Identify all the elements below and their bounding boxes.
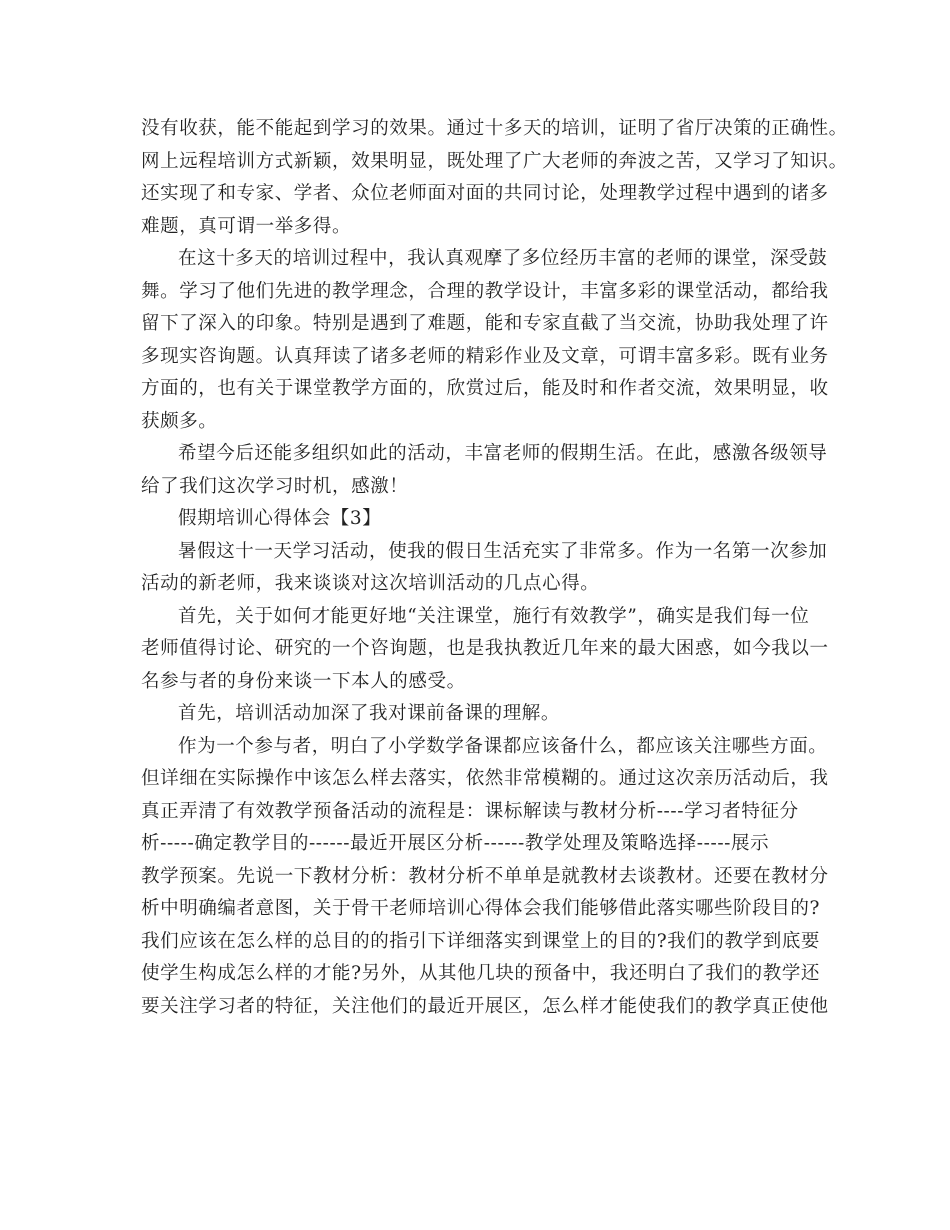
text-line: 教学预案。先说一下教材分析：教材分析不单单是就教材去谈教材。还要在教材分 [141,865,829,887]
text-line: 留下了深入的印象。特别是遇到了难题，能和专家直截了当交流，协助我处理了许 [141,313,829,334]
text-line: 舞。学习了他们先进的教学理念，合理的教学设计，丰富多彩的课堂活动，都给我 [141,280,829,302]
text-line: 获颇多。 [141,410,218,432]
text-line: 我们应该在怎么样的总目的的指引下详细落实到课堂上的目的?我们的教学到底要 [141,930,821,952]
text-line: 没有收获，能不能起到学习的效果。通过十多天的培训，证明了省厅决策的正确性。 [141,118,848,139]
text-line: 要关注学习者的特征，关注他们的最近开展区，怎么样才能使我们的教学真正使他 [141,995,829,1017]
text-line: 给了我们这次学习时机，感激！ [141,475,409,497]
text-line: 析-----确定教学目的------最近开展区分析------教学处理及策略选择-----展示 [141,833,770,854]
text-line: 析中明确编者意图，关于骨干老师培训心得体会我们能够借此落实哪些阶段目的? [141,898,821,919]
text-line: 方面的，也有关于课堂教学方面的，欣赏过后，能及时和作者交流，效果明显，收 [141,378,829,399]
text-line: 网上远程培训方式新颖，效果明显，既处理了广大老师的奔波之苦，又学习了知识。 [141,150,848,172]
text-line: 名参与者的身份来谈一下本人的感受。 [141,670,466,692]
document-body [141,113,848,1023]
text-line: 多现实咨询题。认真拜读了诸多老师的精彩作业及文章，可谓丰富多彩。既有业务 [141,345,829,367]
text-line: 在这十多天的培训过程中，我认真观摩了多位经历丰富的老师的课堂，深受鼓 [178,248,828,269]
text-line: 真正弄清了有效教学预备活动的流程是：课标解读与教材分析----学习者特征分 [141,800,799,822]
text-line: 老师值得讨论、研究的一个咨询题，也是我执教近几年来的最大困惑，如今我以一 [141,638,829,659]
text-line: 使学生构成怎么样的才能?另外，从其他几块的预备中，我还明白了我们的教学还 [141,963,821,984]
text-line: 还实现了和专家、学者、众位老师面对面的共同讨论，处理教学过程中遇到的诸多 [141,183,829,204]
text-line: 但详细在实际操作中该怎么样去落实，依然非常模糊的。通过这次亲历活动后，我 [141,768,829,789]
text-line: 难题，真可谓一举多得。 [141,215,352,237]
text-line: 希望今后还能多组织如此的活动，丰富老师的假期生活。在此，感激各级领导 [178,443,828,464]
text-line: 暑假这十一天学习活动，使我的假日生活充实了非常多。作为一名第一次参加 [178,540,828,562]
text-line: 假期培训心得体会【3】 [178,508,382,529]
text-line: 活动的新老师，我来谈谈对这次培训活动的几点心得。 [141,573,600,594]
text-line: 作为一个参与者，明白了小学数学备课都应该备什么，都应该关注哪些方面。 [178,735,828,757]
text-line: 首先，培训活动加深了我对课前备课的理解。 [178,703,561,724]
text-line: 首先，关于如何才能更好地“关注课堂，施行有效教学”，确实是我们每一位 [178,605,810,627]
